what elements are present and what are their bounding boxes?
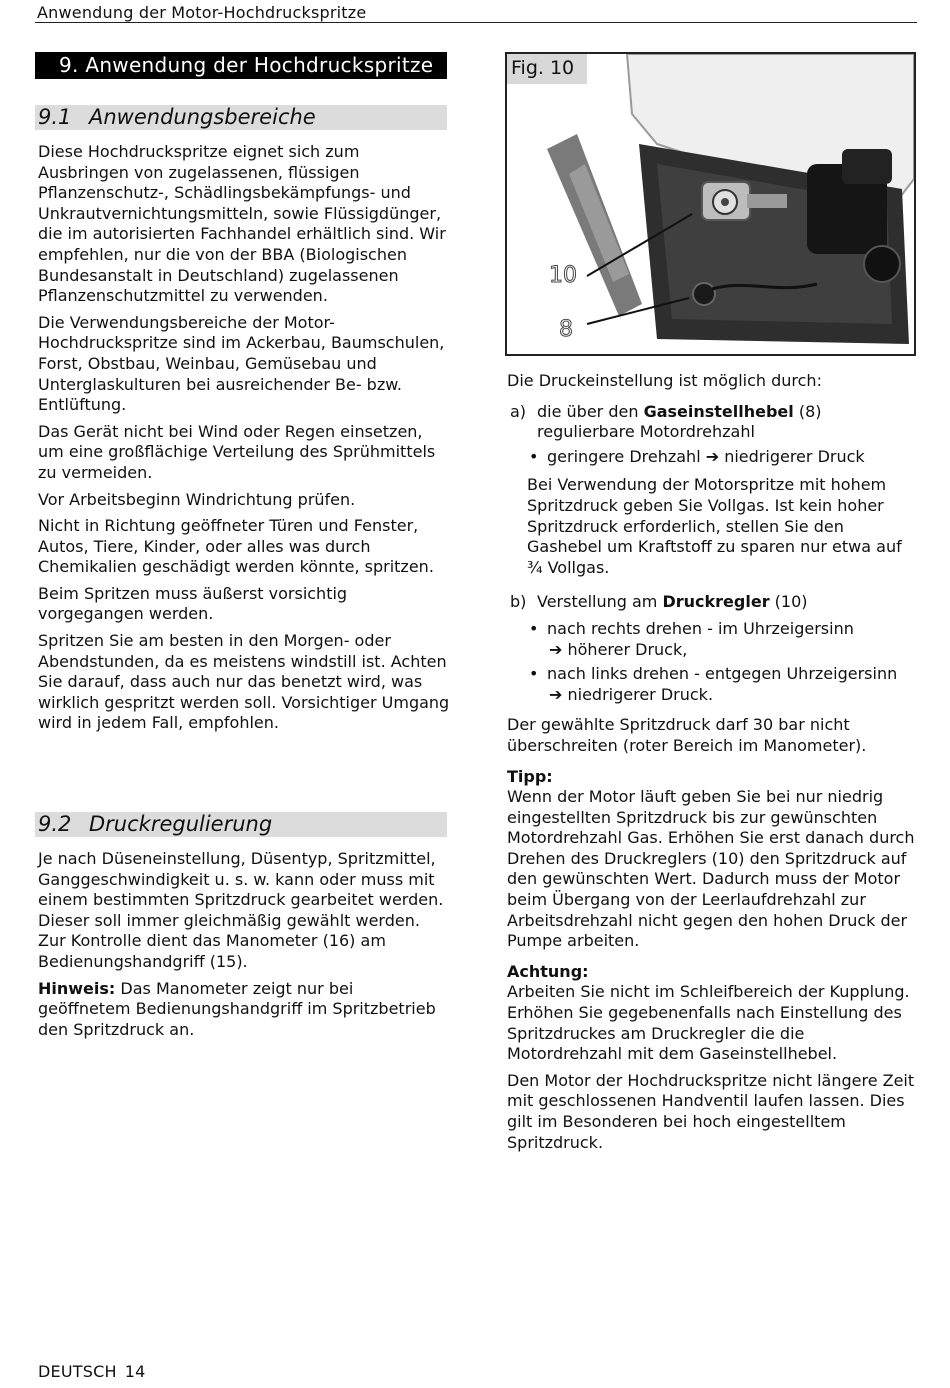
bullet-item [507,619,917,660]
tip-block [507,767,917,952]
item-text: (8) regulierbare Motordrehzahl [537,401,822,442]
paragraph: Nicht in Richtung geöffneter Türen und Fenster, Autos, Tiere, Kinder, oder alles was durch Chemikalien geschädigt werden könnte, spritzen. [38,516,434,577]
warning-block [507,962,917,1065]
note-label: Hinweis: [38,978,116,998]
item-bold-term: Gaseinstellhebel [643,401,794,421]
section-title: Anwendungsbereiche [89,105,316,129]
section-number: 9.1 [38,105,72,129]
paragraph: Das Gerät nicht bei Wind oder Regen einsetzen, um eine großflächige Verteilung des Sprühmittels zu vermeiden. [38,421,436,482]
section-heading-9-2 [35,812,447,837]
section-heading-9-1 [35,105,447,130]
bullet-dot: • [529,618,539,638]
warning-text: Arbeiten Sie nicht im Schleifbereich der Kupplung. Erhöhen Sie gegebenenfalls nach Einstellung des Spritzdruckes am Druckregler die die Motordrehzahl mit dem Gaseinstellhebel. [507,982,910,1064]
note-text: Das Manometer zeigt nur bei geöffnetem Bedienungshandgriff im Spritzbetrieb den Spritzdruck an. [38,978,436,1039]
item-text: die über den [537,401,644,421]
item-text: Verstellung am [537,592,663,612]
list-item-b [507,592,917,613]
intro-text: Die Druckeinstellung ist möglich durch: [507,371,822,390]
paragraph: Diese Hochdruckspritze eignet sich zum Ausbringen von zugelassenen, flüssigen Pflanzenschutz-, Schädlingsbekämpfungs- und Unkrautvernichtungsmitteln, sowie Flüssigdünger, die im autorisierten Fachhandel erhältlich sind. Wir empfehlen, nur die von der BBA (Biologischen Bundesanstalt in Deutschland) zugelassenen Pflanzenschutzmittel zu verwenden. [38,142,446,306]
section-9-1-body [38,142,450,740]
list-marker: a) [510,401,527,421]
bullet-item [507,664,917,705]
note-paragraph [38,979,450,1041]
bullet-text: geringere Drehzahl ➔ niedrigerer Druck [547,446,865,466]
section-number: 9.2 [38,812,72,836]
tip-text: Wenn der Motor läuft geben Sie bei nur niedrig eingestellten Spritzdruck bis zur gewünschten Motordrehzahl Gas. Erhöhen Sie erst danach durch Drehen des Druckreglers (10) den Spritzdruck auf den gewünschten Wert. Dadurch muss der Motor beim Übergang von der Leerlaufdrehzahl zur Arbeitsdrehzahl nicht gegen den hohen Druck der Pumpe arbeiten. [507,787,915,951]
item-text: (10) [769,592,808,612]
paragraph: Beim Spritzen muss äußerst vorsichtig vorgegangen werden. [38,583,348,624]
bullet-text: nach links drehen - entgegen Uhrzeigersinn [547,664,898,684]
bullet-text: ➔ höherer Druck, [549,639,688,659]
paragraph: Vor Arbeitsbeginn Windrichtung prüfen. [38,489,356,509]
tip-label: Tipp: [507,766,553,786]
section-9-2-body [38,849,450,1046]
bullet-text: nach rechts drehen - im Uhrzeigersinn [547,618,854,638]
section-title: Druckregulierung [89,812,273,836]
page-footer [38,1362,145,1381]
callout-10: 10 [549,263,577,288]
right-column [507,371,917,1159]
figure-photo [505,52,916,356]
list-marker: b) [510,592,527,612]
bullet-text: ➔ niedrigerer Druck. [549,684,714,704]
paragraph: Spritzen Sie am besten in den Morgen- oder Abendstunden, da es meistens windstill ist. Achten Sie darauf, dass auch nur das benetzt wird, was wirklich gespritzt werden soll. Vorsichtiger Umgang wird in jedem Fall, empfohlen. [38,631,450,733]
page-number: 14 [124,1362,146,1381]
paragraph: Den Motor der Hochdruckspritze nicht längere Zeit mit geschlossenen Handventil laufen lassen. Dies gilt im Besonderen bei hoch eingestelltem Spritzdruck. [507,1070,915,1152]
callout-8: 8 [559,317,573,342]
paragraph: Je nach Düseneinstellung, Düsentyp, Spritzmittel, Ganggeschwindigkeit u. s. w. kann oder muss mit einem bestimmten Spritzdruck gearbeitet werden. Dieser soll immer gleichmäßig gewählt werden. Zur Kontrolle dient das Manometer (16) am Bedienungshandgriff (15). [38,849,444,971]
warning-label: Achtung: [507,961,589,981]
paragraph: Bei Verwendung der Motorspritze mit hohem Spritzdruck geben Sie Vollgas. Ist kein hoher Spritzdruck erforderlich, stellen Sie den Gashebel um Kraftstoff zu sparen nur etwa auf ¾ Vollgas. [527,475,902,577]
item-bold-term: Druckregler [662,592,770,612]
paragraph: Die Verwendungsbereiche der Motor-Hochdruckspritze sind im Ackerbau, Baumschulen, Forst, Obstbau, Weinbau, Gemüsebau und Unterglaskulturen bei ausreichender Be- bzw. Entlüftung. [38,312,445,415]
header-rule [35,22,917,23]
bullet-dot: • [529,664,539,684]
list-item-a [507,402,917,443]
chapter-heading: 9. Anwendung der Hochdruckspritze [35,52,447,79]
sprayer-photo-illustration [507,54,914,354]
running-header: Anwendung der Motor-Hochdruckspritze [37,3,367,22]
footer-language: DEUTSCH [38,1362,117,1381]
paragraph: Der gewählte Spritzdruck darf 30 bar nicht überschreiten (roter Bereich im Manometer). [507,715,867,755]
bullet-dot: • [529,446,539,466]
figure-label: Fig. 10 [507,54,587,84]
bullet-item [507,447,917,468]
